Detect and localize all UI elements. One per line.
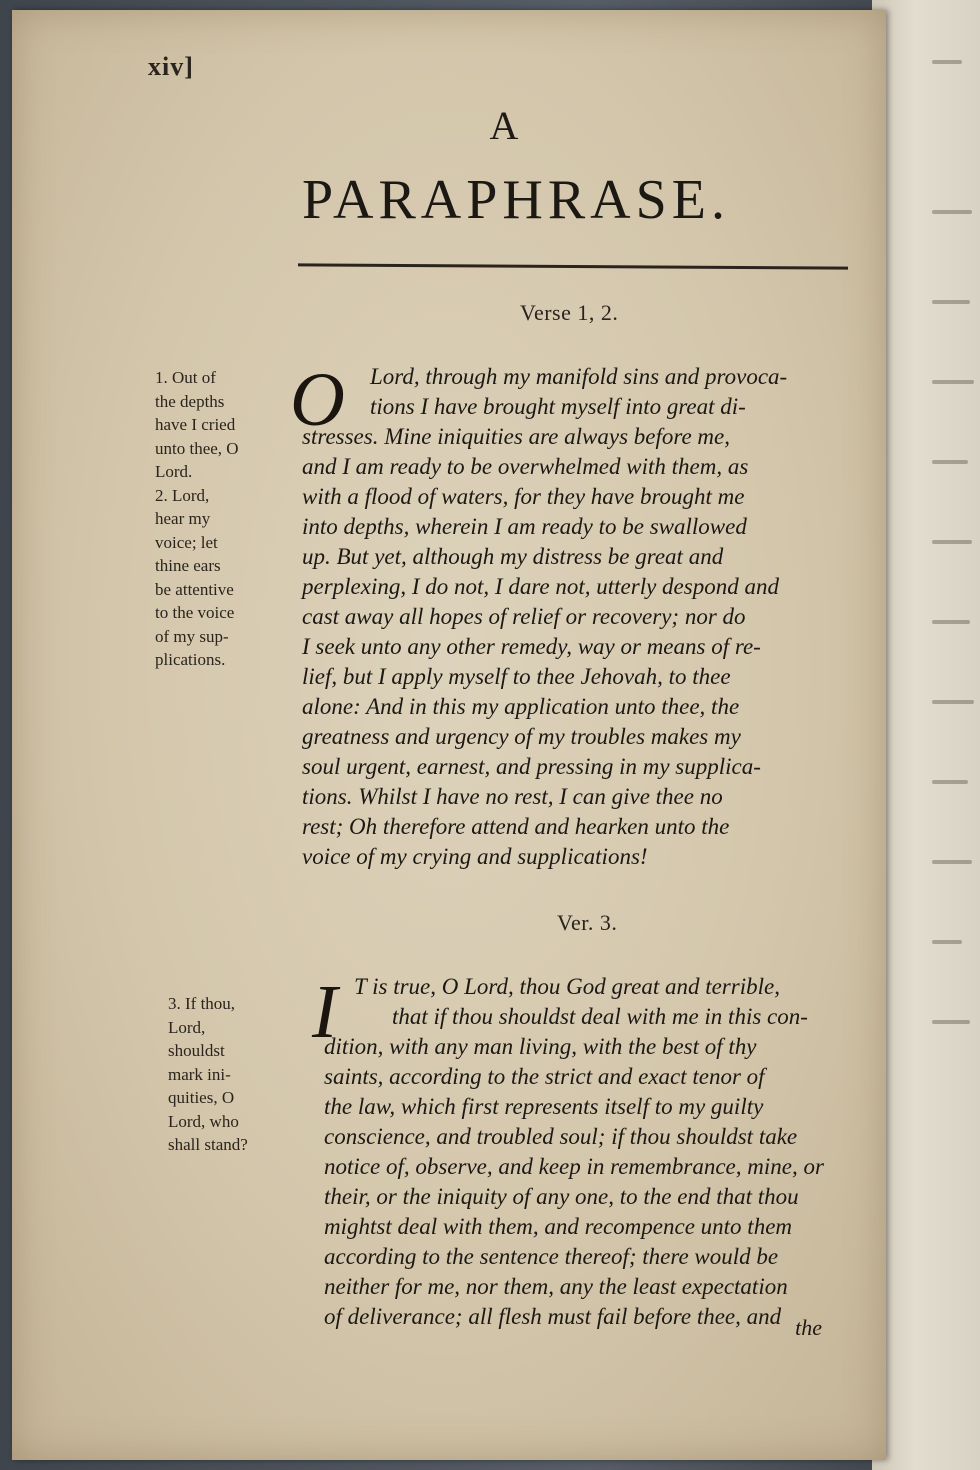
text-line: alone: And in this my application unto thee, the: [302, 694, 740, 719]
text-line: with a flood of waters, for they have brought me: [302, 484, 745, 509]
text-line: into depths, wherein I am ready to be swallowed: [302, 514, 747, 539]
margin-note-2: 3. If thou, Lord, shouldst mark ini- quities, O Lord, who shall stand?: [168, 994, 248, 1154]
facing-page-edge: [872, 0, 980, 1470]
text-line: voice of my crying and supplications!: [302, 844, 648, 869]
text-line: soul urgent, earnest, and pressing in my supplica-: [302, 754, 761, 779]
text-line: greatness and urgency of my troubles makes my: [302, 724, 741, 749]
text-line: neither for me, nor them, any the least expectation: [324, 1274, 788, 1299]
verse-heading-1: Verse 1, 2.: [520, 300, 619, 325]
text-line: that if thou shouldst deal with me in this con-: [392, 1004, 808, 1029]
text-line: of deliverance; all flesh must fail before thee, and: [324, 1304, 782, 1329]
page-title: PARAPHRASE.: [302, 169, 730, 231]
catchword: the: [795, 1315, 822, 1340]
drop-cap-2: I: [312, 970, 338, 1054]
text-line: conscience, and troubled soul; if thou shouldst take: [324, 1124, 798, 1149]
paraphrase-text-2: [324, 972, 824, 1332]
text-line: saints, according to the strict and exact tenor of: [324, 1064, 765, 1089]
text-line: I seek unto any other remedy, way or means of re-: [302, 634, 761, 659]
text-line: their, or the iniquity of any one, to the end that thou: [324, 1184, 799, 1209]
text-line: dition, with any man living, with the best of thy: [324, 1034, 757, 1059]
title-rule: [298, 263, 848, 269]
text-line: up. But yet, although my distress be great and: [302, 544, 724, 569]
text-line: mightst deal with them, and recompence unto them: [324, 1214, 793, 1239]
text-line: perplexing, I do not, I dare not, utterly despond and: [302, 574, 779, 599]
text-line: according to the sentence thereof; there would be: [324, 1244, 779, 1269]
text-line: rest; Oh therefore attend and hearken unto the: [302, 814, 730, 839]
margin-note-1: 1. Out of the depths have I cried unto thee, O Lord. 2. Lord, hear my voice; let thine ears be attentive to the voice of my sup- plications.: [155, 368, 239, 669]
text-line: stresses. Mine iniquities are always before me,: [302, 424, 730, 449]
text-line: notice of, observe, and keep in remembrance, mine, or: [324, 1154, 824, 1179]
paraphrase-text-1: [302, 362, 787, 872]
text-line: tions I have brought myself into great di-: [370, 394, 746, 419]
verse-heading-2: Ver. 3.: [557, 910, 618, 935]
book-page: [12, 10, 886, 1460]
drop-cap-1: O: [290, 358, 345, 442]
text-line: lief, but I apply myself to thee Jehovah, to thee: [302, 664, 731, 689]
page-number: xiv]: [148, 52, 194, 81]
text-line: Lord, through my manifold sins and provoca-: [370, 364, 788, 389]
text-line: cast away all hopes of relief or recovery; nor do: [302, 604, 746, 629]
show-through: [162, 140, 250, 220]
text-line: and I am ready to be overwhelmed with them, as: [302, 454, 749, 479]
text-line: T is true, O Lord, thou God great and terrible,: [354, 974, 780, 999]
title-article: A: [489, 103, 519, 148]
text-line: the law, which first represents itself to my guilty: [324, 1094, 764, 1119]
text-line: tions. Whilst I have no rest, I can give thee no: [302, 784, 723, 809]
